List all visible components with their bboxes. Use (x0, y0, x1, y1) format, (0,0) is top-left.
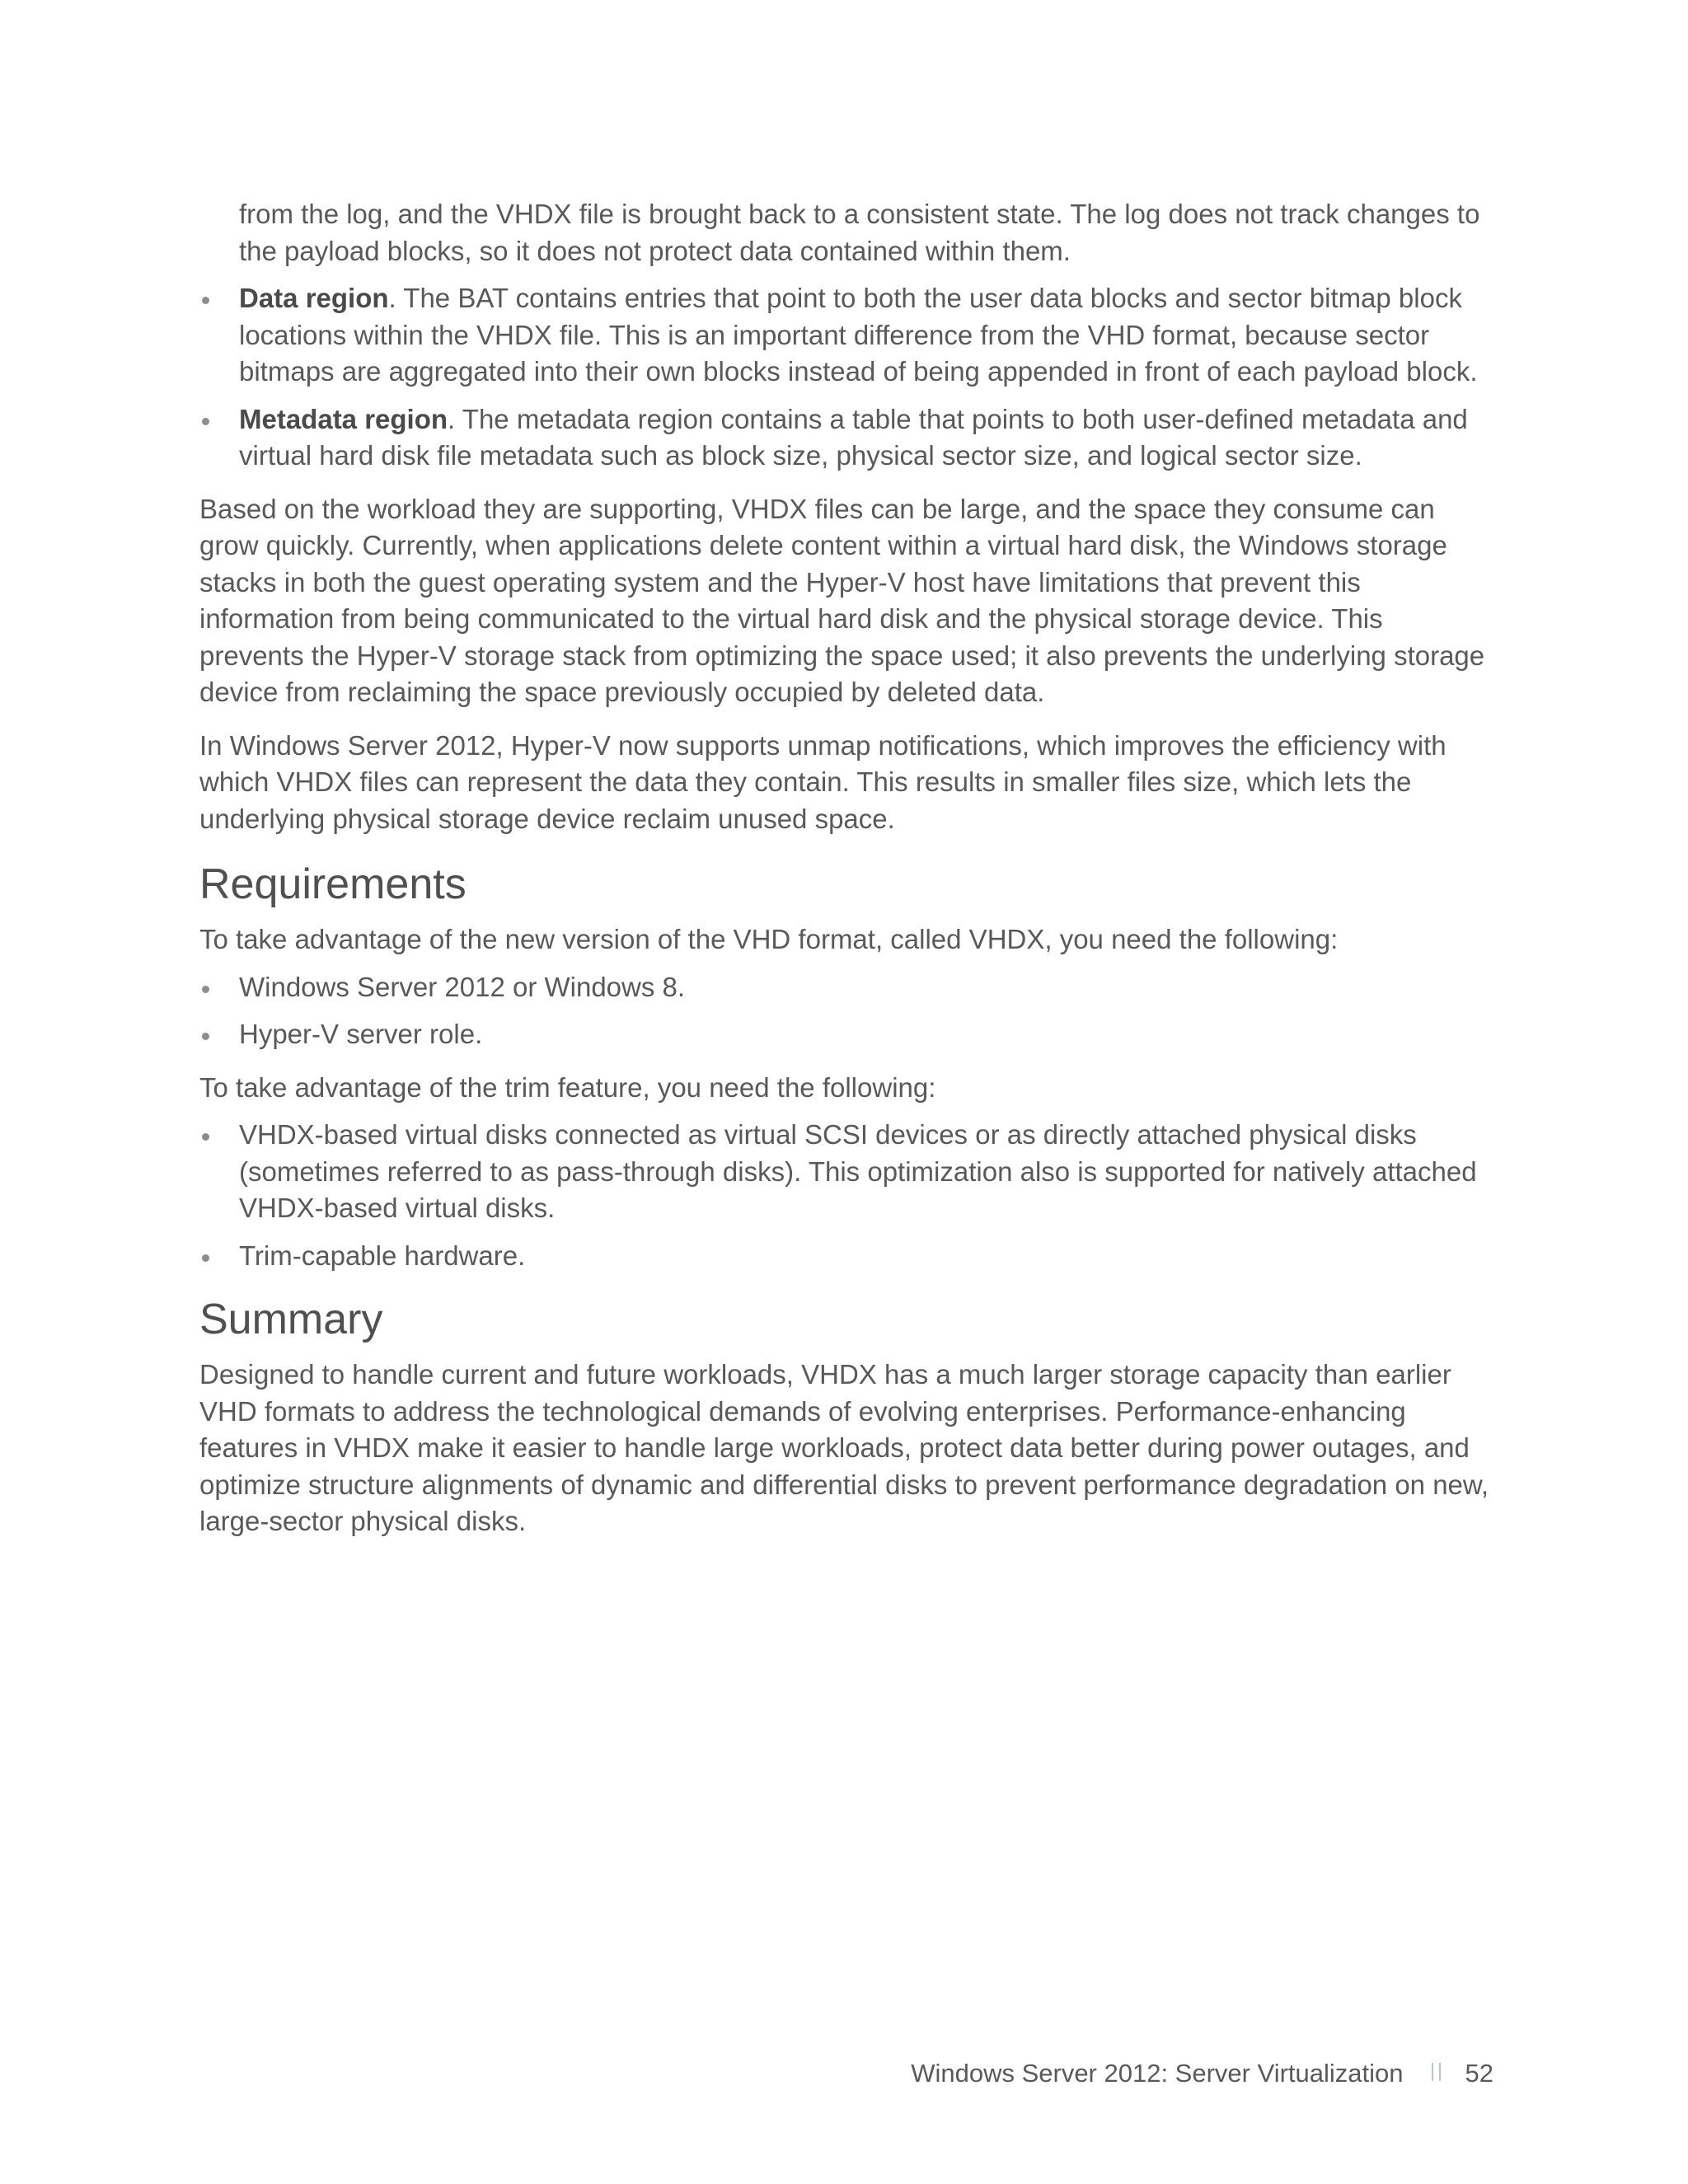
trim-requirements-list (199, 1117, 1490, 1274)
bullet-icon (202, 986, 209, 993)
list-item (199, 1117, 1490, 1227)
footer-separator (1432, 2063, 1441, 2081)
bullet-icon (202, 1254, 209, 1262)
region-bullet-list (199, 280, 1490, 475)
bullet-icon (202, 418, 209, 425)
list-item (199, 969, 1490, 1006)
bullet-text: . The BAT contains entries that point to both the user data blocks and sector bitmap block locations within the VHDX file. This is an important difference from the VHD format, because sector bitmaps are aggregated into their own blocks instead of being appended in front of each payload block. (239, 283, 1478, 387)
trim-intro: To take advantage of the trim feature, you need the following: (199, 1071, 936, 1103)
requirements-heading: Requirements (199, 860, 467, 908)
page-footer (911, 2057, 1493, 2090)
bullet-icon (202, 297, 209, 304)
page-number: 52 (1465, 2059, 1493, 2088)
summary-paragraph: Designed to handle current and future workloads, VHDX has a much larger storage capacity than earlier VHD formats to address the technological demands of evolving enterprises. Performance-enhancing features in VHDX make it easier to handle large workloads, protect data better during power outages, and optimize structure alignments of dynamic and differential disks to prevent performance degradation on new, large-sector physical disks. (199, 1359, 1489, 1536)
body-paragraph: In Windows Server 2012, Hyper-V now supports unmap notifications, which improves the efficiency with which VHDX files can represent the data they contain. This results in smaller files size, which lets the underlying physical storage device reclaim unused space. (199, 729, 1447, 834)
list-item (199, 280, 1490, 391)
bullet-text: Trim-capable hardware. (239, 1240, 526, 1271)
summary-heading: Summary (199, 1296, 383, 1343)
list-item (199, 1016, 1490, 1053)
footer-title: Windows Server 2012: Server Virtualization (911, 2059, 1404, 2088)
body-paragraph: Based on the workload they are supporting, VHDX files can be large, and the space they consume can grow quickly. Currently, when applications delete content within a virtual hard disk, the Windows storage stacks in both the guest operating system and the Hyper-V host have limitations that prevent this information from being communicated to the virtual hard disk and the physical storage device. This prevents the Hyper-V storage stack from optimizing the space used; it also prevents the underlying storage device from reclaiming the space previously occupied by deleted data. (199, 493, 1485, 707)
intro-continuation: from the log, and the VHDX file is brought back to a consistent state. The log does not track changes to the payload blocks, so it does not protect data contained within them. (239, 199, 1480, 266)
bullet-text: VHDX-based virtual disks connected as virtual SCSI devices or as directly attached physical disks (sometimes referred to as pass-through disks). This optimization also is supported for natively attached VHDX-based virtual disks. (239, 1119, 1477, 1223)
requirements-intro: To take advantage of the new version of the VHD format, called VHDX, you need the following: (199, 924, 1339, 954)
bullet-icon (202, 1133, 209, 1141)
bullet-term: Data region (239, 283, 389, 313)
page-content (199, 196, 1490, 1540)
list-item (199, 401, 1490, 475)
list-item (199, 1238, 1490, 1275)
bullet-text: Hyper-V server role. (239, 1019, 483, 1049)
bullet-text: Windows Server 2012 or Windows 8. (239, 971, 686, 1002)
bullet-text: . The metadata region contains a table that points to both user-defined metadata and virtual hard disk file metadata such as block size, physical sector size, and logical sector size. (239, 403, 1468, 471)
requirements-list (199, 969, 1490, 1053)
bullet-term: Metadata region (239, 403, 448, 434)
bullet-icon (202, 1033, 209, 1040)
